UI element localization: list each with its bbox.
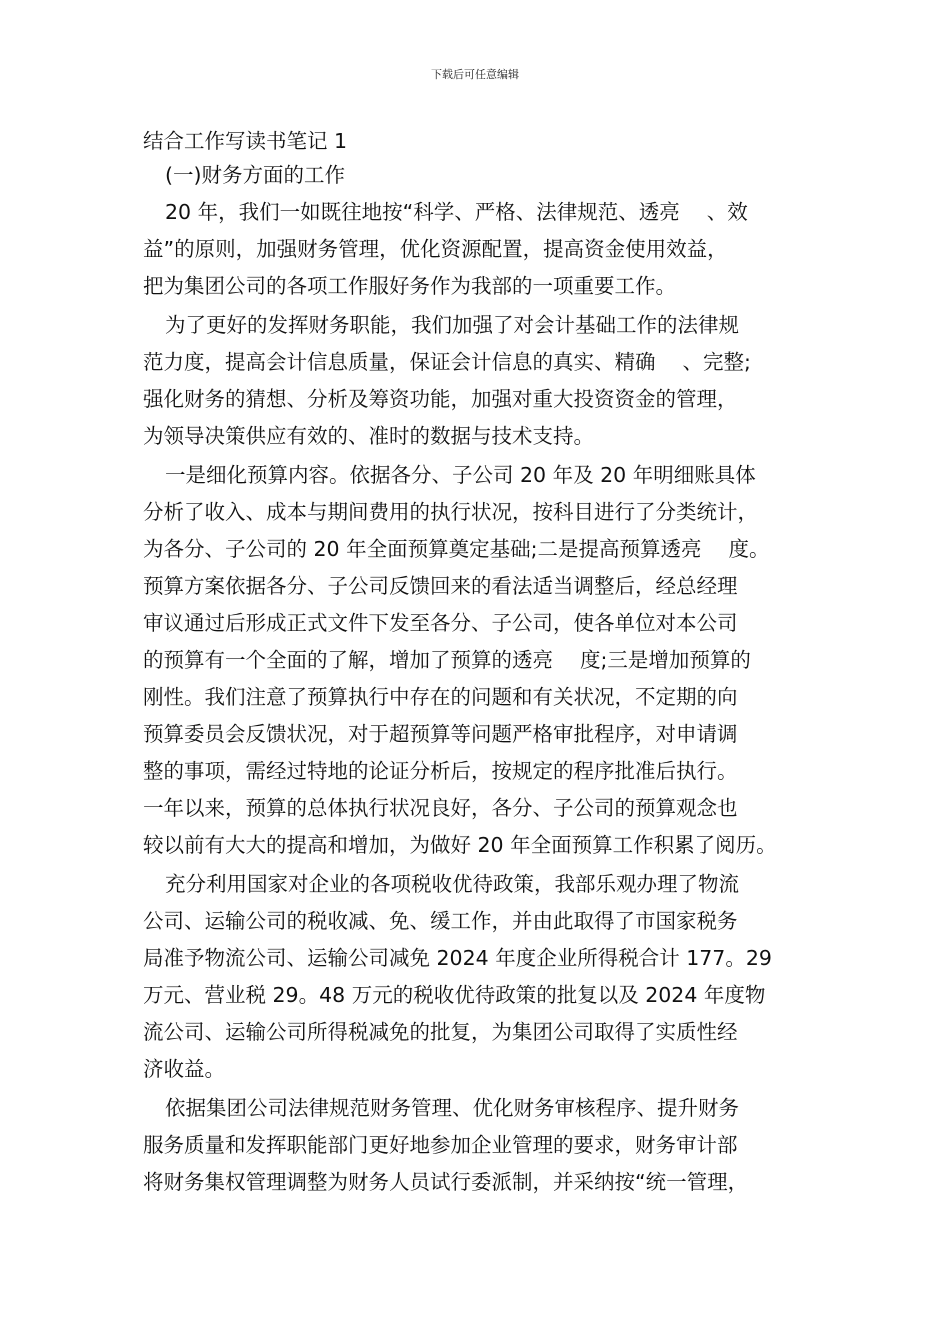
paragraph-line: 20 年，我们一如既往地按“科学、严格、法律规范、透亮 、效	[165, 200, 748, 224]
paragraph-line: 济收益。	[143, 1057, 225, 1081]
page-header: 下载后可任意编辑	[431, 68, 519, 81]
paragraph-line: 益”的原则，加强财务管理，优化资源配置，提高资金使用效益，	[143, 237, 728, 261]
paragraph-line: 公司、运输公司的税收减、免、缓工作，并由此取得了市国家税务	[143, 909, 738, 933]
document-body	[143, 124, 818, 1201]
paragraph-line: 整的事项，需经过特地的论证分析后，按规定的程序批准后执行。	[143, 759, 738, 783]
section-heading: (一)财务方面的工作	[165, 163, 345, 187]
paragraph-line: 预算方案依据各分、子公司反馈回来的看法适当调整后，经总经理	[143, 574, 738, 598]
paragraph-line: 万元、营业税 29。48 万元的税收优待政策的批复以及 2024 年度物	[143, 983, 766, 1007]
paragraph-line: 审议通过后形成正式文件下发至各分、子公司，使各单位对本公司	[143, 611, 738, 635]
paragraph-line: 流公司、运输公司所得税减免的批复，为集团公司取得了实质性经	[143, 1020, 738, 1044]
paragraph-line: 把为集团公司的各项工作服好务作为我部的一项重要工作。	[143, 274, 676, 298]
paragraph-line: 范力度，提高会计信息质量，保证会计信息的真实、精确 、完整;	[143, 350, 751, 374]
document-title: 结合工作写读书笔记 1	[143, 129, 348, 153]
paragraph-4	[143, 866, 818, 1088]
paragraph-line: 预算委员会反馈状况，对于超预算等问题严格审批程序，对申请调	[143, 722, 738, 746]
paragraph-line: 分析了收入、成本与期间费用的执行状况，按科目进行了分类统计，	[143, 500, 758, 524]
paragraph-line: 强化财务的猜想、分析及筹资功能，加强对重大投资资金的管理，	[143, 387, 738, 411]
paragraph-line: 依据集团公司法律规范财务管理、优化财务审核程序、提升财务	[165, 1096, 739, 1120]
paragraph-line: 的预算有一个全面的了解，增加了预算的透亮 度;三是增加预算的	[143, 648, 751, 672]
paragraph-2	[143, 307, 818, 455]
paragraph-line: 充分利用国家对企业的各项税收优待政策，我部乐观办理了物流	[165, 872, 739, 896]
paragraph-line: 将财务集权管理调整为财务人员试行委派制，并采纳按“统一管理，	[143, 1170, 749, 1194]
paragraph-line: 局准予物流公司、运输公司减免 2024 年度企业所得税合计 177。29	[143, 946, 772, 970]
paragraph-5	[143, 1090, 818, 1201]
paragraph-line: 为各分、子公司的 20 年全面预算奠定基础;二是提高预算透亮 度。	[143, 537, 770, 561]
paragraph-1	[143, 194, 818, 305]
paragraph-line: 服务质量和发挥职能部门更好地参加企业管理的要求，财务审计部	[143, 1133, 738, 1157]
paragraph-line: 一年以来，预算的总体执行状况良好，各分、子公司的预算观念也	[143, 796, 738, 820]
paragraph-line: 为领导决策供应有效的、准时的数据与技术支持。	[143, 424, 594, 448]
paragraph-3	[143, 457, 818, 864]
paragraph-line: 较以前有大大的提高和增加，为做好 20 年全面预算工作积累了阅历。	[143, 833, 777, 857]
paragraph-line: 一是细化预算内容。依据各分、子公司 20 年及 20 年明细账具体	[165, 463, 756, 487]
paragraph-line: 刚性。我们注意了预算执行中存在的问题和有关状况，不定期的向	[143, 685, 738, 709]
paragraph-line: 为了更好的发挥财务职能，我们加强了对会计基础工作的法律规	[165, 313, 739, 337]
